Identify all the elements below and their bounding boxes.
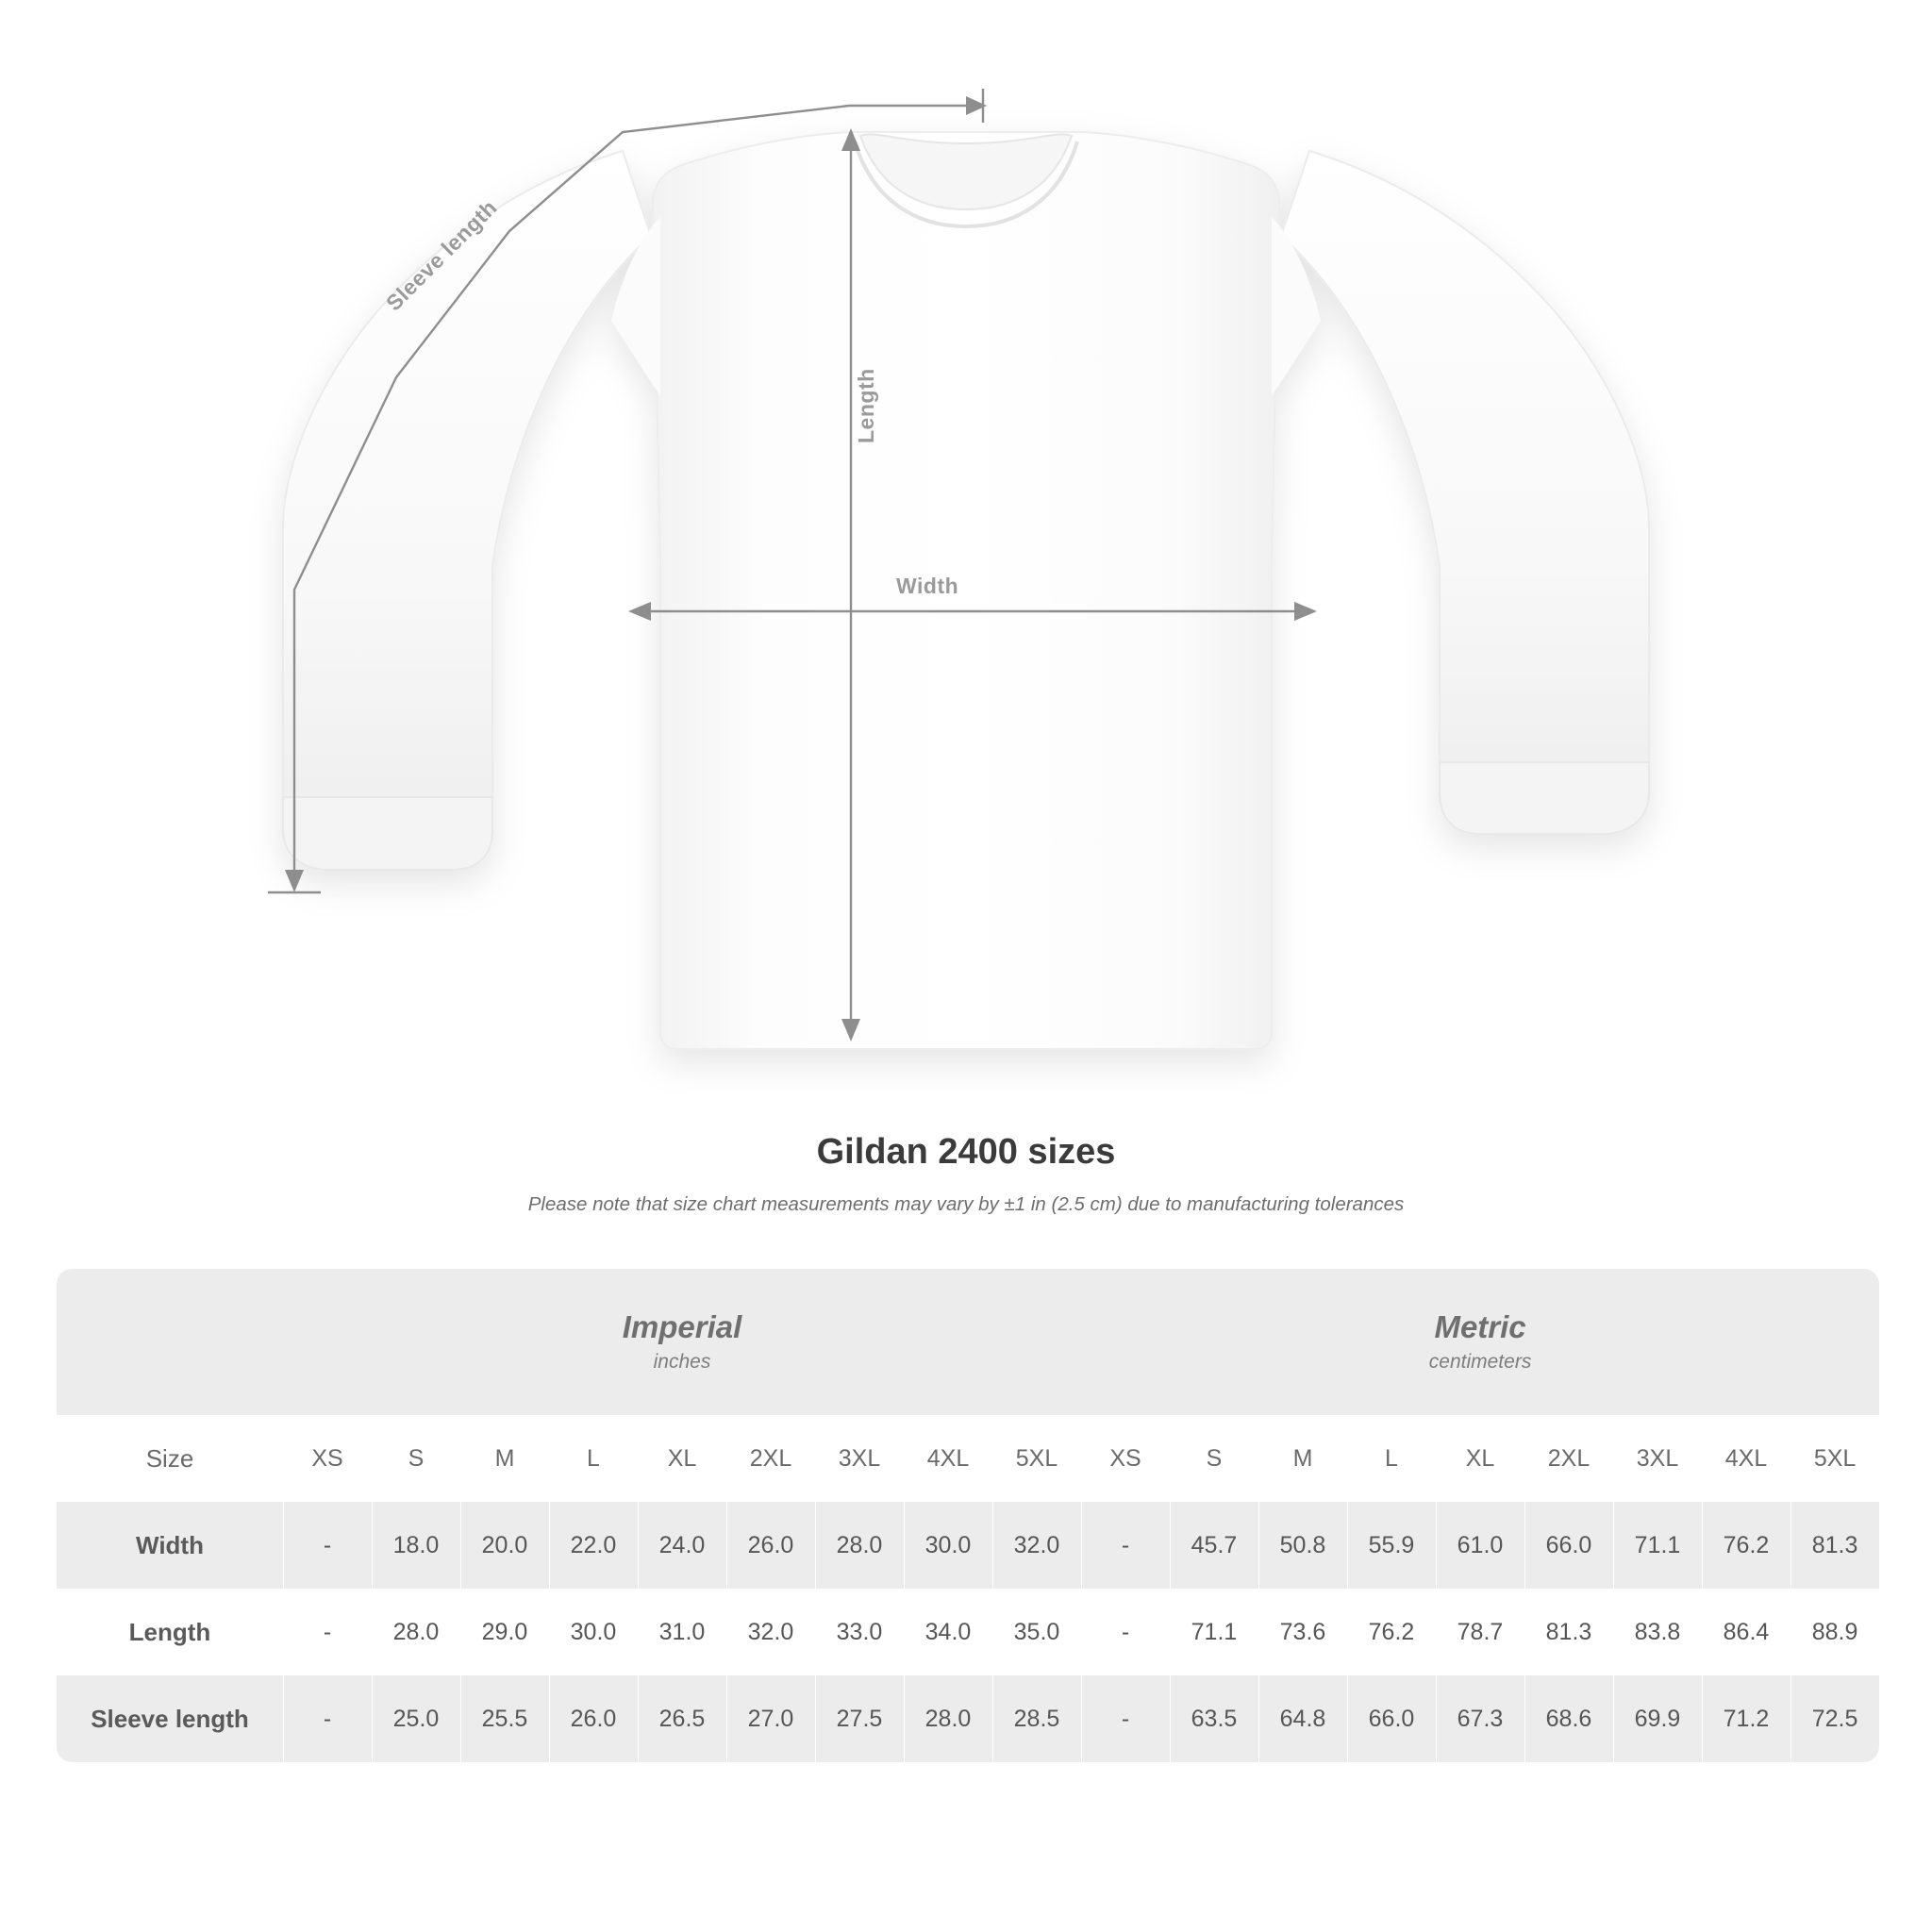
length-imperial-2xl: 32.0 (726, 1589, 815, 1675)
size-header-imperial-5xl: 5XL (992, 1415, 1081, 1502)
table-row-sleeve-length (57, 1675, 1879, 1762)
imperial-sub: inches (653, 1350, 711, 1373)
imperial-name: Imperial (622, 1309, 742, 1345)
width-imperial-2xl: 26.0 (726, 1502, 815, 1589)
length-imperial-m: 29.0 (460, 1589, 549, 1675)
sleeve-metric-s: 63.5 (1170, 1675, 1258, 1762)
width-metric-xl: 61.0 (1436, 1502, 1524, 1589)
length-metric-5xl: 88.9 (1790, 1589, 1879, 1675)
width-metric-5xl: 81.3 (1790, 1502, 1879, 1589)
length-metric-3xl: 83.8 (1613, 1589, 1702, 1675)
sleeve-metric-3xl: 69.9 (1613, 1675, 1702, 1762)
width-metric-2xl: 66.0 (1524, 1502, 1613, 1589)
width-imperial-5xl: 32.0 (992, 1502, 1081, 1589)
width-imperial-l: 22.0 (549, 1502, 638, 1589)
length-metric-m: 73.6 (1258, 1589, 1347, 1675)
length-imperial-xs: - (283, 1589, 372, 1675)
size-header-metric-3xl: 3XL (1613, 1415, 1702, 1502)
size-header-row (57, 1415, 1879, 1502)
sleeve-imperial-5xl: 28.5 (992, 1675, 1081, 1762)
size-header-metric-l: L (1347, 1415, 1436, 1502)
length-metric-xl: 78.7 (1436, 1589, 1524, 1675)
table-row-width (57, 1502, 1879, 1589)
title-block (0, 1132, 1932, 1216)
length-imperial-s: 28.0 (372, 1589, 460, 1675)
length-metric-s: 71.1 (1170, 1589, 1258, 1675)
metric-sub: centimeters (1428, 1350, 1532, 1373)
unit-header-spacer (57, 1269, 283, 1415)
sleeve-imperial-3xl: 27.5 (815, 1675, 904, 1762)
row-label-length: Length (57, 1589, 283, 1675)
sleeve-metric-5xl: 72.5 (1790, 1675, 1879, 1762)
width-metric-l: 55.9 (1347, 1502, 1436, 1589)
sleeve-imperial-4xl: 28.0 (904, 1675, 992, 1762)
length-imperial-4xl: 34.0 (904, 1589, 992, 1675)
width-imperial-xl: 24.0 (638, 1502, 726, 1589)
size-header-imperial-3xl: 3XL (815, 1415, 904, 1502)
width-imperial-4xl: 30.0 (904, 1502, 992, 1589)
sleeve-imperial-s: 25.0 (372, 1675, 460, 1762)
length-imperial-3xl: 33.0 (815, 1589, 904, 1675)
size-header-imperial-4xl: 4XL (904, 1415, 992, 1502)
sleeve-imperial-l: 26.0 (549, 1675, 638, 1762)
size-header-imperial-2xl: 2XL (726, 1415, 815, 1502)
length-metric-xs: - (1081, 1589, 1170, 1675)
size-header-imperial-xl: XL (638, 1415, 726, 1502)
shirt-shape (283, 132, 1649, 1049)
sleeve-metric-m: 64.8 (1258, 1675, 1347, 1762)
width-imperial-m: 20.0 (460, 1502, 549, 1589)
size-header-metric-2xl: 2XL (1524, 1415, 1613, 1502)
unit-header-row (57, 1269, 1879, 1415)
sleeve-metric-2xl: 68.6 (1524, 1675, 1613, 1762)
size-header-metric-4xl: 4XL (1702, 1415, 1790, 1502)
sleeve-metric-4xl: 71.2 (1702, 1675, 1790, 1762)
length-metric-l: 76.2 (1347, 1589, 1436, 1675)
row-label-sleeve-length: Sleeve length (57, 1675, 283, 1762)
metric-name: Metric (1434, 1309, 1526, 1345)
length-imperial-5xl: 35.0 (992, 1589, 1081, 1675)
metric-header (1081, 1269, 1879, 1415)
size-header-imperial-m: M (460, 1415, 549, 1502)
sleeve-imperial-2xl: 27.0 (726, 1675, 815, 1762)
sleeve-imperial-xs: - (283, 1675, 372, 1762)
size-header-metric-m: M (1258, 1415, 1347, 1502)
length-label: Length (854, 368, 878, 443)
length-imperial-xl: 31.0 (638, 1589, 726, 1675)
size-header-metric-xl: XL (1436, 1415, 1524, 1502)
size-header-metric-xs: XS (1081, 1415, 1170, 1502)
row-label-width: Width (57, 1502, 283, 1589)
width-imperial-xs: - (283, 1502, 372, 1589)
length-imperial-l: 30.0 (549, 1589, 638, 1675)
width-imperial-s: 18.0 (372, 1502, 460, 1589)
sleeve-imperial-xl: 26.5 (638, 1675, 726, 1762)
width-metric-m: 50.8 (1258, 1502, 1347, 1589)
length-metric-4xl: 86.4 (1702, 1589, 1790, 1675)
size-table (57, 1269, 1879, 1762)
imperial-header (283, 1269, 1081, 1415)
width-label: Width (896, 574, 959, 598)
width-metric-xs: - (1081, 1502, 1170, 1589)
table-row-length (57, 1589, 1879, 1675)
size-header-metric-5xl: 5XL (1790, 1415, 1879, 1502)
width-imperial-3xl: 28.0 (815, 1502, 904, 1589)
size-header-label: Size (57, 1415, 283, 1502)
sleeve-metric-xs: - (1081, 1675, 1170, 1762)
length-metric-2xl: 81.3 (1524, 1589, 1613, 1675)
size-header-imperial-l: L (549, 1415, 638, 1502)
sleeve-imperial-m: 25.5 (460, 1675, 549, 1762)
page-title: Gildan 2400 sizes (816, 1132, 1116, 1172)
width-metric-3xl: 71.1 (1613, 1502, 1702, 1589)
sleeve-metric-xl: 67.3 (1436, 1675, 1524, 1762)
width-metric-s: 45.7 (1170, 1502, 1258, 1589)
tolerance-note: Please note that size chart measurements may vary by ±1 in (2.5 cm) due to manufacturing tolerances (527, 1193, 1405, 1215)
size-table-wrapper (57, 1269, 1875, 1762)
sleeve-metric-l: 66.0 (1347, 1675, 1436, 1762)
width-metric-4xl: 76.2 (1702, 1502, 1790, 1589)
sleeve-length-label: Sleeve length (381, 194, 502, 316)
size-header-imperial-xs: XS (283, 1415, 372, 1502)
size-header-metric-s: S (1170, 1415, 1258, 1502)
size-header-imperial-s: S (372, 1415, 460, 1502)
